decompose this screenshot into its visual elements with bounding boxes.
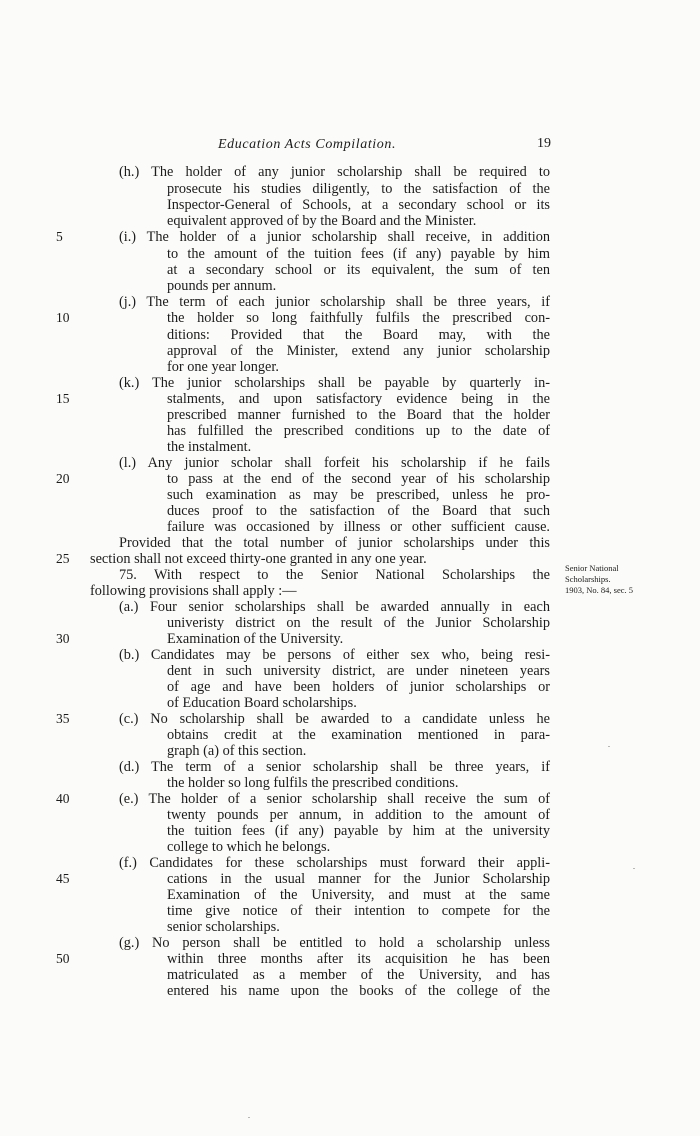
line-text: (b.) Candidates may be persons of either sex who, being resi- [119,647,550,663]
line-text: twenty pounds per annum, in addition to the amount of [167,807,550,823]
margin-note-line: Scholarships. [565,574,611,584]
line-text: univeristy district on the result of the Junior Scholarship [167,615,550,631]
line-text: Examination of the University. [167,631,344,647]
line-text: following provisions shall apply :— [90,583,297,599]
line-text: (e.) The holder of a senior scholarship shall receive the sum of [119,791,550,807]
line-text: matriculated as a member of the University, and has [167,967,550,983]
line-text: (l.) Any junior scholar shall forfeit his scholarship if he fails [119,455,550,471]
line-text: pounds per annum. [167,278,277,294]
line-text: Provided that the total number of junior scholarships under this [119,535,550,551]
line-text: the holder so long fulfils the prescribed conditions. [167,775,459,791]
line-text: the holder so long faithfully fulfils the prescribed con- [167,310,550,326]
line-text: stalments, and upon satisfactory evidence being in the [167,391,550,407]
line-text: the tuition fees (if any) payable by him at the university [167,823,550,839]
line-number: 50 [56,951,70,966]
line-text: of Education Board scholarships. [167,695,357,711]
line-text: (h.) The holder of any junior scholarship shall be required to [119,164,550,180]
line-text: college to which he belongs. [167,839,331,855]
line-text: dent in such university district, are under nineteen years [167,663,550,679]
line-text: has fulfilled the prescribed conditions up to the date of [167,423,550,439]
line-number: 15 [56,391,70,406]
line-text: prescribed manner furnished to the Board that the holder [167,407,550,423]
line-text: time give notice of their intention to compete for the [167,903,550,919]
line-text: of age and have been holders of junior scholarships or [167,679,550,695]
line-text: (c.) No scholarship shall be awarded to a candidate unless he [119,711,550,727]
line-text: equivalent approved of by the Board and the Minister. [167,213,477,229]
line-text: graph (a) of this section. [167,743,307,759]
line-text: ditions: Provided that the Board may, with the [167,327,550,343]
line-text: approval of the Minister, extend any junior scholarship [167,343,550,359]
line-number: 5 [56,229,63,244]
line-text: to the amount of the tuition fees (if any) payable by him [167,246,550,262]
line-text: (i.) The holder of a junior scholarship shall receive, in addition [119,229,550,245]
line-text: section shall not exceed thirty-one granted in any one year. [90,551,427,567]
line-text: for one year longer. [167,359,279,375]
line-number: 35 [56,711,70,726]
line-number: 45 [56,871,70,886]
line-text: obtains credit at the examination mentioned in para- [167,727,550,743]
scan-speck [633,868,635,869]
line-text: such examination as may be prescribed, unless he pro- [167,487,550,503]
page-number: 19 [537,136,551,151]
line-text: within three months after its acquisition he has been [167,951,550,967]
line-number: 20 [56,471,70,486]
line-number: 40 [56,791,70,806]
line-number: 10 [56,310,70,325]
line-text: (a.) Four senior scholarships shall be awarded annually in each [119,599,550,615]
line-text: (k.) The junior scholarships shall be payable by quarterly in- [119,375,550,391]
line-text: to pass at the end of the second year of his scholarship [167,471,550,487]
line-text: (g.) No person shall be entitled to hold a scholarship unless [119,935,550,951]
line-text: (j.) The term of each junior scholarship shall be three years, if [119,294,550,310]
line-text: entered his name upon the books of the college of the [167,983,550,999]
line-number: 25 [56,551,70,566]
line-text: 75. With respect to the Senior National Scholarships the [119,567,550,583]
line-text: cations in the usual manner for the Junior Scholarship [167,871,550,887]
line-text: at a secondary school or its equivalent, the sum of ten [167,262,550,278]
line-text: senior scholarships. [167,919,280,935]
margin-note [565,563,633,596]
scan-speck [248,1117,250,1118]
line-text: the instalment. [167,439,252,455]
line-text: (d.) The term of a senior scholarship shall be three years, if [119,759,550,775]
line-text: prosecute his studies diligently, to the satisfaction of the [167,181,550,197]
line-text: Examination of the University, and must at the same [167,887,550,903]
margin-note-line: 1903, No. 84, sec. 5 [565,585,633,595]
line-text: failure was occasioned by illness or other sufficient cause. [167,519,550,535]
scan-speck [608,746,610,747]
margin-note-line: Senior National [565,563,619,573]
running-header-title: Education Acts Compilation. [218,137,397,152]
line-text: Inspector-General of Schools, at a secondary school or its [167,197,550,213]
line-text: duces proof to the satisfaction of the Board that such [167,503,550,519]
line-text: (f.) Candidates for these scholarships must forward their appli- [119,855,550,871]
line-number: 30 [56,631,70,646]
